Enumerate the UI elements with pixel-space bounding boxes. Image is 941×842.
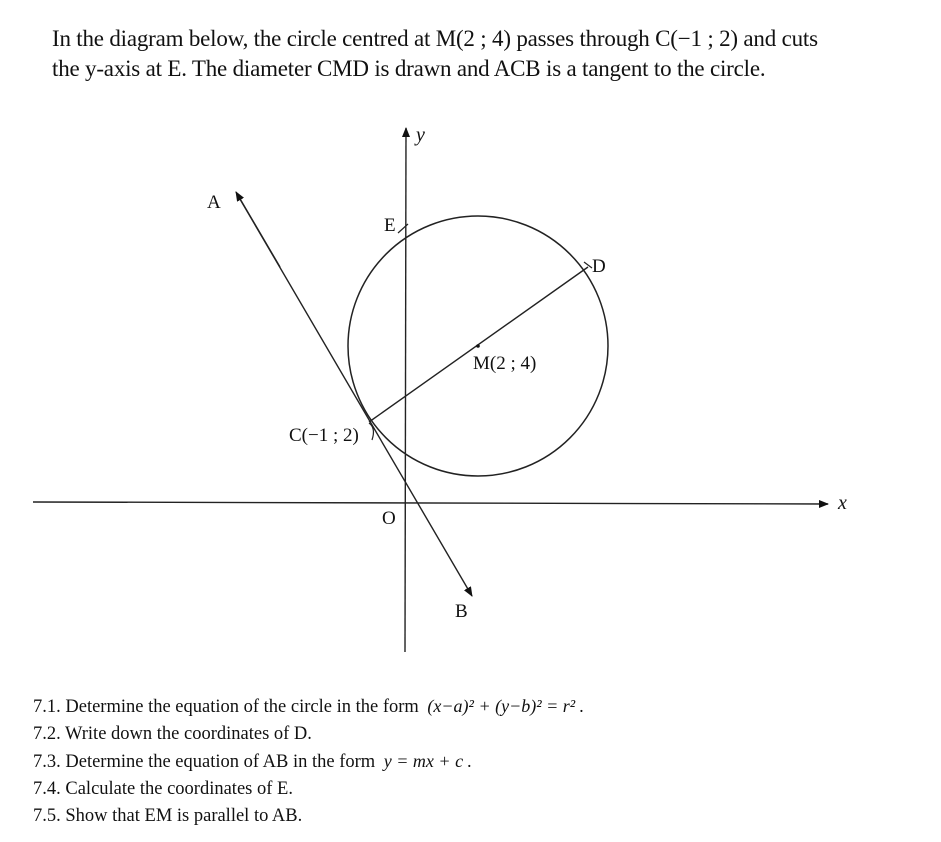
tangent-arrow-a: [236, 192, 280, 267]
question-7-1-text: 7.1. Determine the equation of the circle in the form: [33, 697, 419, 717]
question-7-1-formula: (x−a)² + (y−b)² = r² .: [427, 696, 585, 716]
centre-point-m: [476, 344, 480, 348]
question-7-5: [33, 803, 913, 830]
question-7-3-text: 7.3. Determine the equation of AB in the form: [33, 752, 376, 772]
point-d-label: D: [592, 256, 606, 277]
x-axis-line: [33, 502, 828, 504]
question-7-2: [33, 721, 913, 748]
point-e-label: E: [384, 215, 396, 236]
question-7-3: [33, 748, 913, 776]
question-7-4-text: 7.4. Calculate the coordinates of E.: [33, 779, 293, 799]
y-axis-label: y: [416, 124, 425, 146]
problem-intro-text: In the diagram below, the circle centred at M(2 ; 4) passes through C(−1 ; 2) and cuts the y-axis at E. The diameter CMD is drawn and ACB is a tangent to the circle.: [52, 26, 818, 81]
point-c-label: C(−1 ; 2): [289, 425, 359, 446]
question-7-2-text: 7.2. Write down the coordinates of D.: [33, 724, 312, 744]
question-7-3-formula: y = mx + c .: [383, 751, 473, 771]
question-7-5-text: 7.5. Show that EM is parallel to AB.: [33, 806, 303, 826]
question-7-1: [33, 693, 913, 721]
origin-label: O: [382, 508, 396, 529]
point-a-label: A: [207, 192, 221, 213]
point-b-label: B: [455, 601, 468, 622]
y-axis-line: [405, 128, 406, 652]
question-7-4: [33, 776, 913, 803]
question-list: [33, 693, 913, 830]
point-m-label: M(2 ; 4): [473, 353, 537, 374]
x-axis-label: x: [838, 492, 847, 514]
